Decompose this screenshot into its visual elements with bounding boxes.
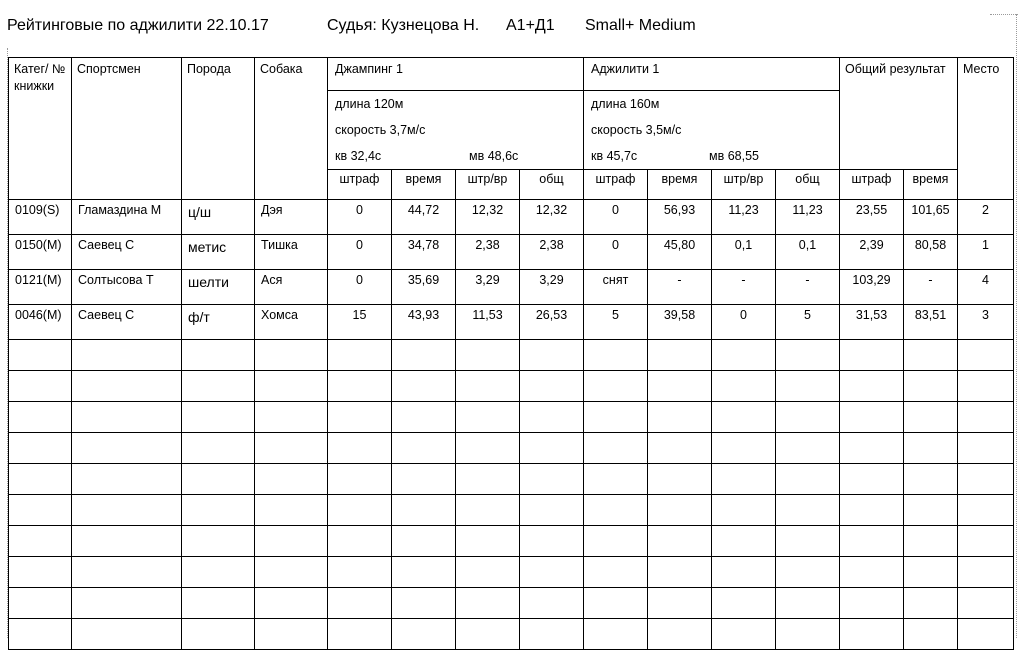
empty-cell bbox=[328, 464, 392, 495]
empty-cell bbox=[182, 371, 255, 402]
page-boundary-top bbox=[990, 14, 1018, 15]
empty-cell bbox=[255, 526, 328, 557]
header-place: Место bbox=[958, 58, 1014, 200]
empty-cell bbox=[9, 588, 72, 619]
empty-cell bbox=[712, 495, 776, 526]
jumping-params bbox=[328, 91, 584, 170]
empty-row bbox=[9, 464, 1014, 495]
empty-cell bbox=[648, 371, 712, 402]
empty-cell bbox=[712, 526, 776, 557]
empty-cell bbox=[255, 371, 328, 402]
header-breed: Порода bbox=[182, 58, 255, 200]
competition-class: А1+Д1 bbox=[506, 17, 555, 34]
sub-header-overall-time: время bbox=[904, 170, 958, 200]
empty-cell bbox=[328, 557, 392, 588]
empty-cell bbox=[182, 402, 255, 433]
empty-cell bbox=[648, 619, 712, 650]
agility-time-cell: 45,80 bbox=[648, 235, 712, 270]
sub-header-agility-time: время bbox=[648, 170, 712, 200]
empty-cell bbox=[776, 619, 840, 650]
empty-cell bbox=[392, 619, 456, 650]
jumping-penalty-cell: 0 bbox=[328, 200, 392, 235]
empty-cell bbox=[648, 557, 712, 588]
empty-cell bbox=[958, 433, 1014, 464]
empty-cell bbox=[840, 371, 904, 402]
empty-cell bbox=[584, 433, 648, 464]
overall-time-cell: 80,58 bbox=[904, 235, 958, 270]
empty-cell bbox=[712, 557, 776, 588]
jumping-title: Джампинг 1 bbox=[328, 58, 584, 91]
sub-header-jumping-penalty: штраф bbox=[328, 170, 392, 200]
overall-penalty-cell: 103,29 bbox=[840, 270, 904, 305]
sub-header-agility-time-penalty: штр/вр bbox=[712, 170, 776, 200]
place-cell: 4 bbox=[958, 270, 1014, 305]
agility-total-cell: 0,1 bbox=[776, 235, 840, 270]
agility-total-cell: 5 bbox=[776, 305, 840, 340]
empty-cell bbox=[958, 619, 1014, 650]
jumping-total-cell: 12,32 bbox=[520, 200, 584, 235]
empty-cell bbox=[712, 588, 776, 619]
empty-cell bbox=[958, 402, 1014, 433]
jumping-time-penalty-cell: 3,29 bbox=[456, 270, 520, 305]
empty-cell bbox=[840, 557, 904, 588]
empty-cell bbox=[648, 495, 712, 526]
empty-cell bbox=[520, 588, 584, 619]
empty-cell bbox=[255, 402, 328, 433]
jumping-time-cell: 43,93 bbox=[392, 305, 456, 340]
empty-cell bbox=[9, 526, 72, 557]
empty-cell bbox=[72, 464, 182, 495]
empty-cell bbox=[904, 402, 958, 433]
empty-cell bbox=[958, 464, 1014, 495]
agility-title: Аджилити 1 bbox=[584, 58, 840, 91]
table-row bbox=[9, 305, 1014, 340]
empty-cell bbox=[520, 402, 584, 433]
empty-cell bbox=[520, 495, 584, 526]
jumping-total-cell: 2,38 bbox=[520, 235, 584, 270]
empty-row bbox=[9, 619, 1014, 650]
agility-time-penalty-cell: 11,23 bbox=[712, 200, 776, 235]
empty-cell bbox=[392, 588, 456, 619]
empty-cell bbox=[72, 588, 182, 619]
agility-speed: скорость 3,5м/с bbox=[591, 123, 682, 137]
empty-cell bbox=[840, 526, 904, 557]
dog-cell: Ася bbox=[255, 270, 328, 305]
empty-cell bbox=[776, 433, 840, 464]
table-row bbox=[9, 270, 1014, 305]
header-athlete: Спортсмен bbox=[72, 58, 182, 200]
header-dog: Собака bbox=[255, 58, 328, 200]
empty-cell bbox=[520, 526, 584, 557]
empty-cell bbox=[182, 557, 255, 588]
empty-cell bbox=[182, 526, 255, 557]
empty-cell bbox=[328, 402, 392, 433]
empty-cell bbox=[392, 340, 456, 371]
empty-cell bbox=[584, 464, 648, 495]
empty-row bbox=[9, 557, 1014, 588]
empty-cell bbox=[456, 495, 520, 526]
empty-row bbox=[9, 588, 1014, 619]
overall-time-cell: - bbox=[904, 270, 958, 305]
empty-cell bbox=[9, 464, 72, 495]
empty-cell bbox=[9, 495, 72, 526]
empty-cell bbox=[840, 495, 904, 526]
empty-cell bbox=[584, 495, 648, 526]
empty-cell bbox=[328, 495, 392, 526]
empty-cell bbox=[9, 557, 72, 588]
breed-cell: ц/ш bbox=[182, 200, 255, 235]
empty-cell bbox=[182, 588, 255, 619]
table-row bbox=[9, 235, 1014, 270]
jumping-time-penalty-cell: 11,53 bbox=[456, 305, 520, 340]
empty-cell bbox=[840, 588, 904, 619]
empty-row bbox=[9, 402, 1014, 433]
empty-cell bbox=[584, 526, 648, 557]
empty-cell bbox=[712, 619, 776, 650]
empty-cell bbox=[520, 371, 584, 402]
empty-cell bbox=[584, 588, 648, 619]
empty-cell bbox=[776, 526, 840, 557]
empty-cell bbox=[182, 495, 255, 526]
jumping-penalty-cell: 15 bbox=[328, 305, 392, 340]
agility-time-cell: - bbox=[648, 270, 712, 305]
empty-cell bbox=[584, 557, 648, 588]
agility-length: длина 160м bbox=[591, 97, 660, 111]
empty-cell bbox=[9, 402, 72, 433]
category-cell: 0150(M) bbox=[9, 235, 72, 270]
empty-cell bbox=[456, 464, 520, 495]
empty-cell bbox=[840, 464, 904, 495]
empty-cell bbox=[776, 340, 840, 371]
empty-cell bbox=[958, 588, 1014, 619]
empty-cell bbox=[392, 464, 456, 495]
category-cell: 0109(S) bbox=[9, 200, 72, 235]
place-cell: 2 bbox=[958, 200, 1014, 235]
jumping-penalty-cell: 0 bbox=[328, 235, 392, 270]
empty-cell bbox=[904, 464, 958, 495]
empty-cell bbox=[255, 464, 328, 495]
empty-cell bbox=[72, 433, 182, 464]
empty-cell bbox=[958, 371, 1014, 402]
empty-cell bbox=[648, 526, 712, 557]
breed-cell: ф/т bbox=[182, 305, 255, 340]
page-boundary-right bbox=[1016, 14, 1017, 638]
jumping-time-cell: 34,78 bbox=[392, 235, 456, 270]
empty-row bbox=[9, 340, 1014, 371]
empty-cell bbox=[712, 433, 776, 464]
category-cell: 0121(M) bbox=[9, 270, 72, 305]
empty-cell bbox=[456, 557, 520, 588]
empty-cell bbox=[520, 433, 584, 464]
athlete-cell: Саевец С bbox=[72, 305, 182, 340]
empty-cell bbox=[520, 340, 584, 371]
empty-row bbox=[9, 495, 1014, 526]
header-overall: Общий результат bbox=[840, 58, 958, 170]
jumping-mv: мв 48,6с bbox=[469, 149, 519, 163]
empty-cell bbox=[776, 371, 840, 402]
empty-row bbox=[9, 371, 1014, 402]
agility-params bbox=[584, 91, 840, 170]
header-category: Катег/ № книжки bbox=[9, 58, 72, 200]
empty-cell bbox=[904, 340, 958, 371]
athlete-cell: Солтысова Т bbox=[72, 270, 182, 305]
empty-cell bbox=[456, 371, 520, 402]
empty-cell bbox=[456, 588, 520, 619]
empty-cell bbox=[328, 371, 392, 402]
empty-cell bbox=[776, 495, 840, 526]
empty-cell bbox=[712, 371, 776, 402]
category-cell: 0046(M) bbox=[9, 305, 72, 340]
empty-cell bbox=[904, 619, 958, 650]
empty-cell bbox=[9, 340, 72, 371]
empty-cell bbox=[456, 402, 520, 433]
empty-row bbox=[9, 433, 1014, 464]
jumping-time-cell: 44,72 bbox=[392, 200, 456, 235]
overall-penalty-cell: 2,39 bbox=[840, 235, 904, 270]
breed-cell: метис bbox=[182, 235, 255, 270]
empty-cell bbox=[584, 340, 648, 371]
empty-cell bbox=[456, 619, 520, 650]
empty-cell bbox=[520, 464, 584, 495]
agility-time-penalty-cell: 0 bbox=[712, 305, 776, 340]
empty-cell bbox=[648, 340, 712, 371]
agility-total-cell: - bbox=[776, 270, 840, 305]
agility-times bbox=[591, 143, 839, 169]
jumping-kv: кв 32,4с bbox=[335, 149, 382, 163]
empty-cell bbox=[182, 340, 255, 371]
empty-cell bbox=[255, 340, 328, 371]
overall-penalty-cell: 31,53 bbox=[840, 305, 904, 340]
empty-cell bbox=[392, 371, 456, 402]
sub-header-overall-penalty: штраф bbox=[840, 170, 904, 200]
empty-cell bbox=[648, 402, 712, 433]
empty-cell bbox=[456, 526, 520, 557]
jumping-times bbox=[335, 143, 583, 169]
empty-cell bbox=[584, 619, 648, 650]
agility-time-cell: 56,93 bbox=[648, 200, 712, 235]
empty-cell bbox=[182, 619, 255, 650]
empty-cell bbox=[392, 402, 456, 433]
empty-cell bbox=[456, 340, 520, 371]
overall-time-cell: 83,51 bbox=[904, 305, 958, 340]
empty-cell bbox=[392, 495, 456, 526]
empty-cell bbox=[958, 340, 1014, 371]
empty-cell bbox=[72, 402, 182, 433]
empty-cell bbox=[520, 619, 584, 650]
dog-cell: Дэя bbox=[255, 200, 328, 235]
empty-cell bbox=[776, 464, 840, 495]
empty-cell bbox=[840, 402, 904, 433]
header-row bbox=[9, 58, 1014, 91]
empty-cell bbox=[776, 588, 840, 619]
empty-cell bbox=[520, 557, 584, 588]
empty-cell bbox=[904, 371, 958, 402]
agility-time-penalty-cell: 0,1 bbox=[712, 235, 776, 270]
empty-cell bbox=[584, 371, 648, 402]
empty-cell bbox=[328, 340, 392, 371]
empty-cell bbox=[776, 557, 840, 588]
results-table bbox=[8, 57, 1014, 650]
sub-header-agility-penalty: штраф bbox=[584, 170, 648, 200]
empty-cell bbox=[648, 464, 712, 495]
empty-cell bbox=[904, 433, 958, 464]
dog-cell: Хомса bbox=[255, 305, 328, 340]
empty-cell bbox=[182, 464, 255, 495]
athlete-cell: Саевец С bbox=[72, 235, 182, 270]
jumping-total-cell: 3,29 bbox=[520, 270, 584, 305]
empty-cell bbox=[958, 557, 1014, 588]
empty-cell bbox=[9, 371, 72, 402]
empty-cell bbox=[72, 495, 182, 526]
overall-time-cell: 101,65 bbox=[904, 200, 958, 235]
empty-cell bbox=[776, 402, 840, 433]
empty-cell bbox=[648, 588, 712, 619]
place-cell: 1 bbox=[958, 235, 1014, 270]
empty-cell bbox=[904, 588, 958, 619]
empty-cell bbox=[328, 433, 392, 464]
empty-cell bbox=[712, 402, 776, 433]
jumping-length: длина 120м bbox=[335, 97, 404, 111]
empty-cell bbox=[255, 495, 328, 526]
empty-cell bbox=[904, 495, 958, 526]
empty-cell bbox=[904, 526, 958, 557]
empty-cell bbox=[255, 433, 328, 464]
jumping-time-penalty-cell: 12,32 bbox=[456, 200, 520, 235]
empty-cell bbox=[840, 340, 904, 371]
empty-cell bbox=[840, 433, 904, 464]
athlete-cell: Гламаздина М bbox=[72, 200, 182, 235]
jumping-total-cell: 26,53 bbox=[520, 305, 584, 340]
empty-cell bbox=[648, 433, 712, 464]
jumping-penalty-cell: 0 bbox=[328, 270, 392, 305]
breed-cell: шелти bbox=[182, 270, 255, 305]
empty-cell bbox=[712, 464, 776, 495]
agility-penalty-cell: 5 bbox=[584, 305, 648, 340]
jumping-time-penalty-cell: 2,38 bbox=[456, 235, 520, 270]
event-title: Рейтинговые по аджилити 22.10.17 bbox=[7, 17, 269, 34]
sub-header-jumping-time-penalty: штр/вр bbox=[456, 170, 520, 200]
empty-cell bbox=[182, 433, 255, 464]
overall-penalty-cell: 23,55 bbox=[840, 200, 904, 235]
empty-cell bbox=[9, 619, 72, 650]
empty-cell bbox=[392, 557, 456, 588]
empty-cell bbox=[9, 433, 72, 464]
empty-cell bbox=[584, 402, 648, 433]
empty-cell bbox=[72, 619, 182, 650]
table-row bbox=[9, 200, 1014, 235]
empty-row bbox=[9, 526, 1014, 557]
sub-header-jumping-total: общ bbox=[520, 170, 584, 200]
empty-cell bbox=[456, 433, 520, 464]
sub-header-agility-total: общ bbox=[776, 170, 840, 200]
empty-cell bbox=[958, 526, 1014, 557]
empty-cell bbox=[72, 340, 182, 371]
empty-cell bbox=[904, 557, 958, 588]
empty-cell bbox=[328, 588, 392, 619]
agility-time-cell: 39,58 bbox=[648, 305, 712, 340]
judge-name: Судья: Кузнецова Н. bbox=[327, 17, 480, 34]
empty-cell bbox=[255, 619, 328, 650]
sub-header-jumping-time: время bbox=[392, 170, 456, 200]
agility-kv: кв 45,7с bbox=[591, 149, 638, 163]
agility-penalty-cell: 0 bbox=[584, 235, 648, 270]
empty-cell bbox=[255, 588, 328, 619]
empty-cell bbox=[72, 371, 182, 402]
place-cell: 3 bbox=[958, 305, 1014, 340]
agility-total-cell: 11,23 bbox=[776, 200, 840, 235]
empty-cell bbox=[328, 526, 392, 557]
agility-time-penalty-cell: - bbox=[712, 270, 776, 305]
agility-penalty-cell: 0 bbox=[584, 200, 648, 235]
empty-cell bbox=[328, 619, 392, 650]
size-category: Small+ Medium bbox=[585, 17, 696, 34]
empty-cell bbox=[392, 433, 456, 464]
jumping-speed: скорость 3,7м/с bbox=[335, 123, 426, 137]
empty-cell bbox=[72, 557, 182, 588]
empty-cell bbox=[392, 526, 456, 557]
empty-cell bbox=[840, 619, 904, 650]
empty-cell bbox=[712, 340, 776, 371]
empty-cell bbox=[958, 495, 1014, 526]
dog-cell: Тишка bbox=[255, 235, 328, 270]
jumping-time-cell: 35,69 bbox=[392, 270, 456, 305]
empty-cell bbox=[72, 526, 182, 557]
empty-cell bbox=[255, 557, 328, 588]
agility-penalty-cell: снят bbox=[584, 270, 648, 305]
agility-mv: мв 68,55 bbox=[709, 149, 759, 163]
